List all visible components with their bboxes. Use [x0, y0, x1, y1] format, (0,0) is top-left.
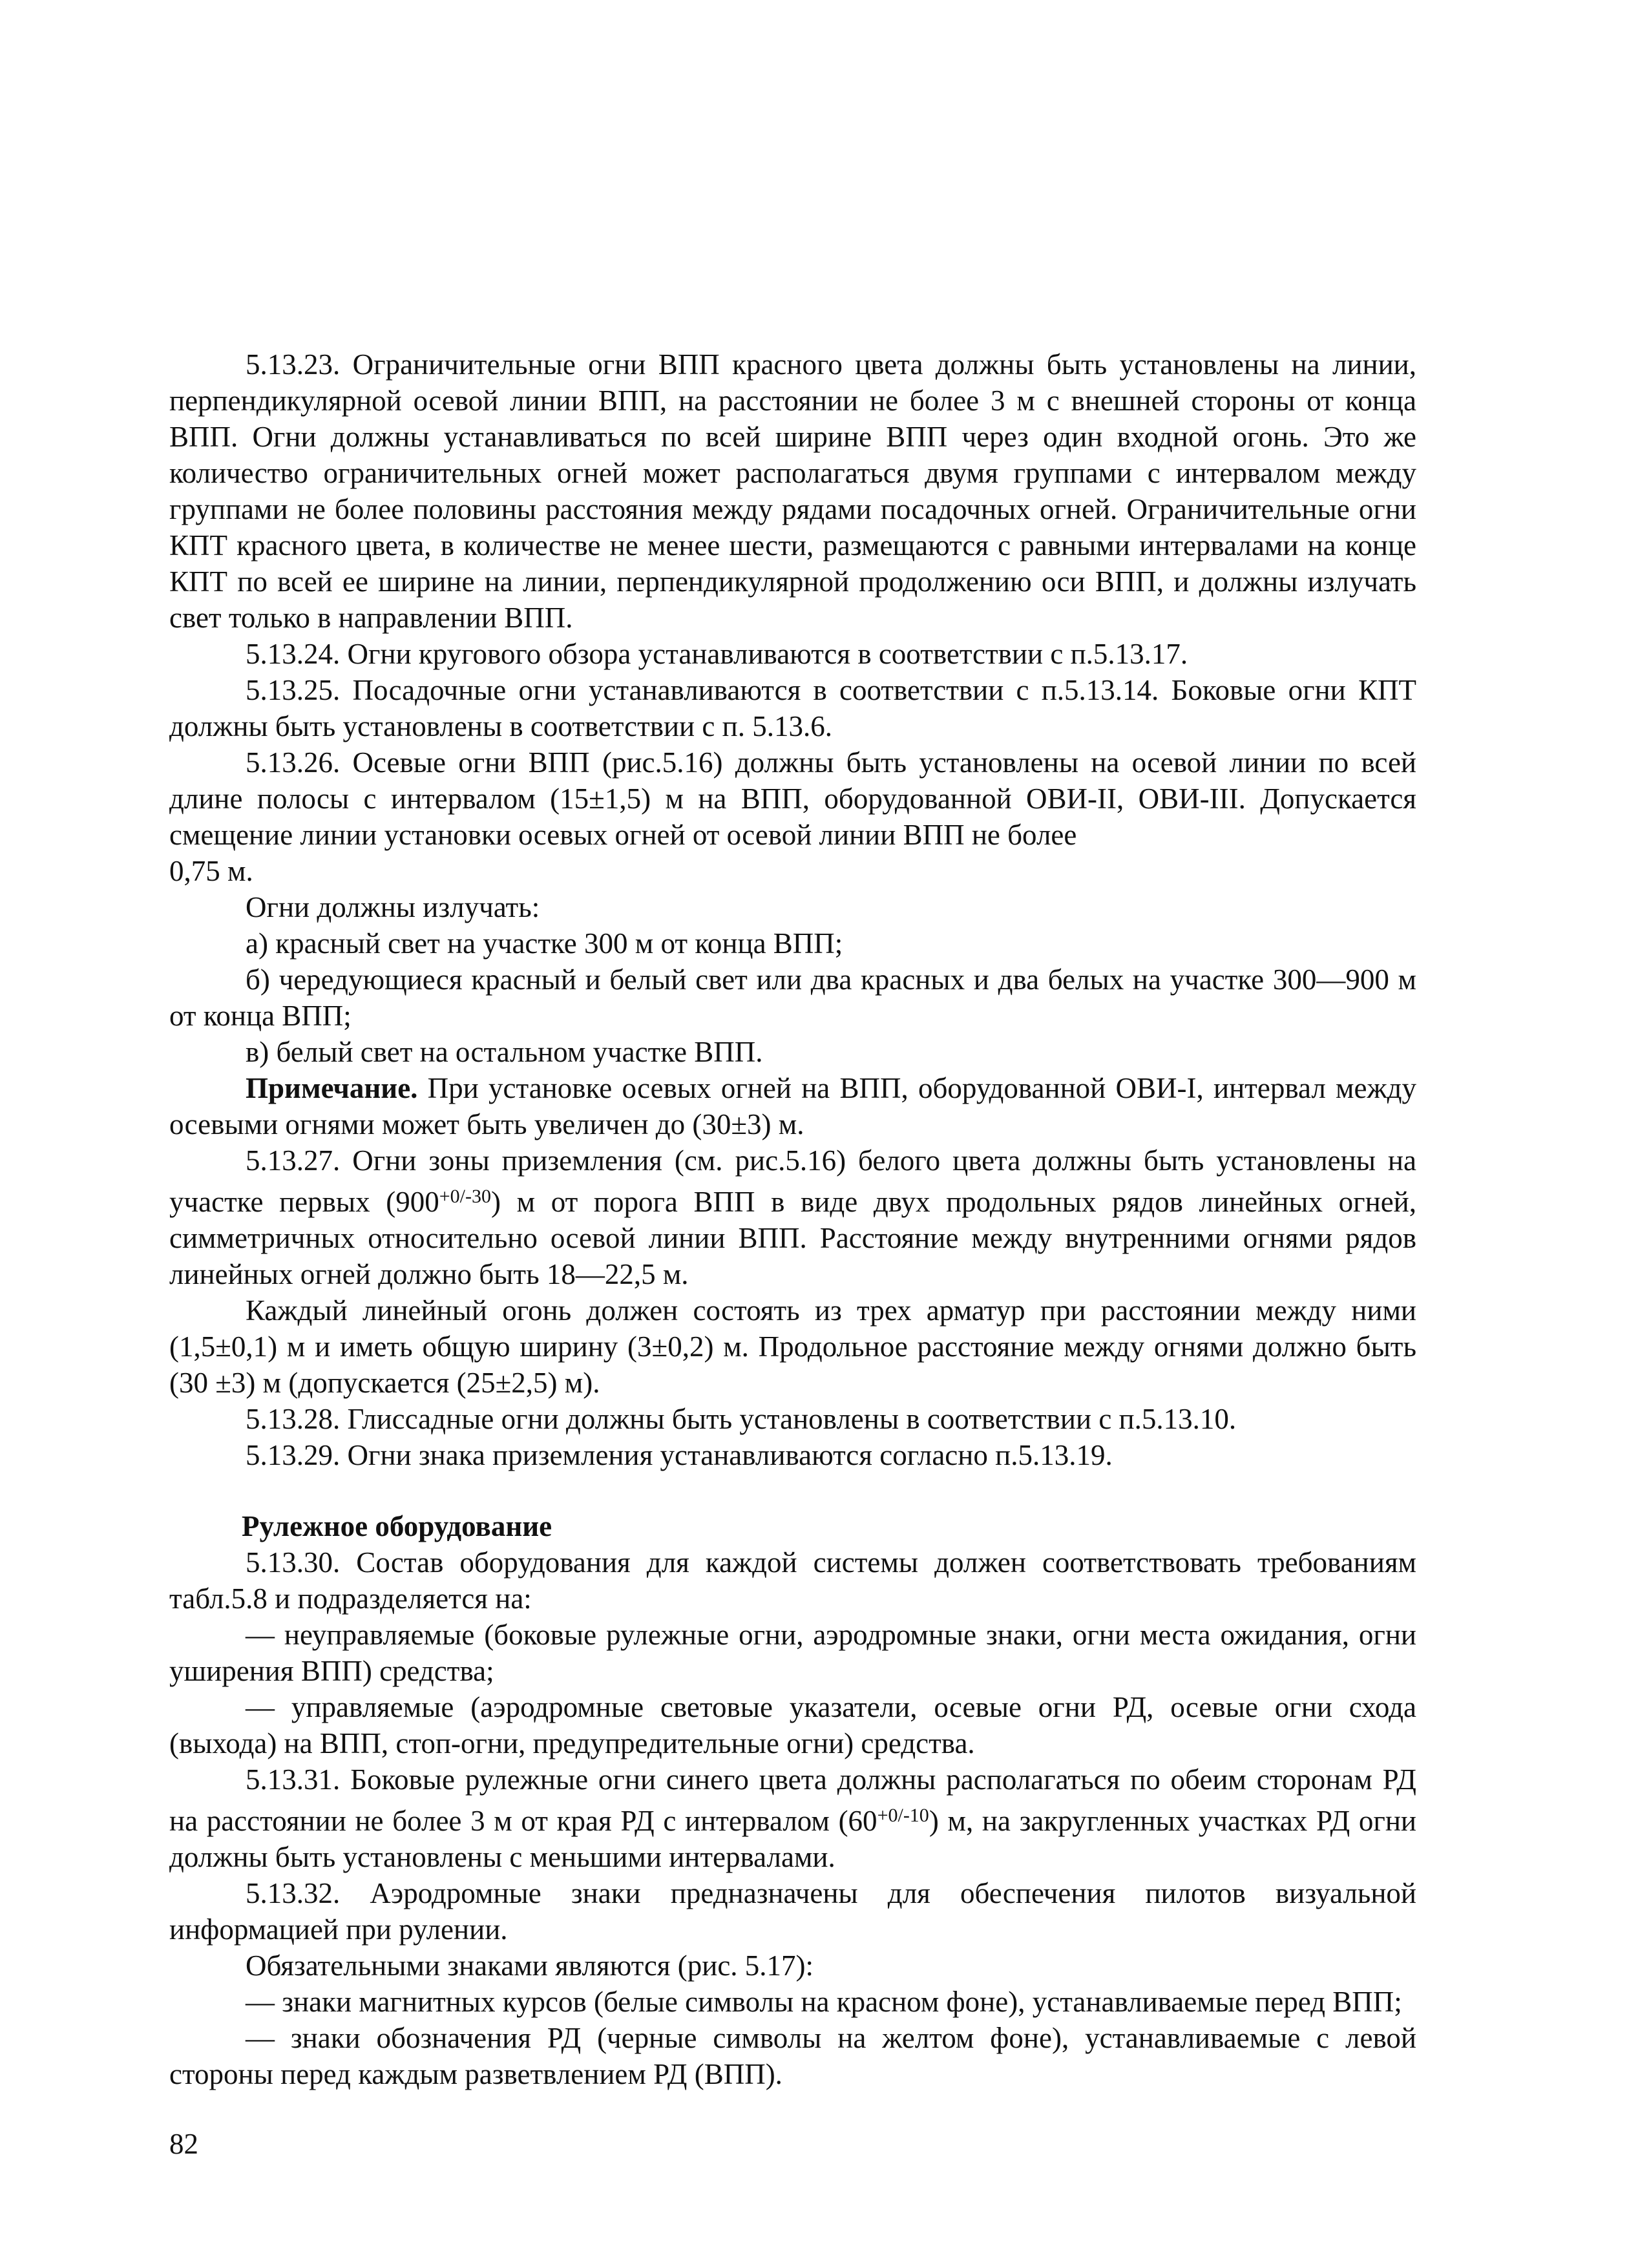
- list-item-b: б) чередующиеся красный и белый свет или два красных и два белых на участке 300—900 м от конца ВПП;: [169, 963, 1416, 1032]
- paragraph-5-13-27: [169, 1142, 1416, 1292]
- paragraph-5-13-31-part-b: ) м, на закругленных участках РД огни должны быть установлены с меньшими интервалами.: [169, 1805, 1416, 1873]
- paragraph-5-13-31-part-a: 5.13.31. Боковые рулежные огни синего цвета должны располагаться по обеим сторонам РД на расстоянии не более 3 м от края РД с интервалом (60: [169, 1763, 1416, 1837]
- note-paragraph: [169, 1070, 1416, 1142]
- paragraph-5-13-27-part-b: ) м от порога ВПП в виде двух продольных рядов линейных огней, симметричных относительно осевой линии ВПП. Расстояние между внутренними огнями рядов линейных огней должно быть 18—22,5 м.: [169, 1186, 1416, 1290]
- paragraph-5-13-31: [169, 1761, 1416, 1875]
- paragraph-5-13-25: 5.13.25. Посадочные огни устанавливаются в соответствии с п.5.13.14. Боковые огни КПТ должны быть установлены в соответствии с п. 5.13.6.: [169, 674, 1416, 742]
- paragraph-5-13-28: 5.13.28. Глиссадные огни должны быть установлены в соответствии с п.5.13.10.: [246, 1403, 1237, 1435]
- page-body: [169, 346, 1416, 2092]
- paragraph-5-13-26-end: 0,75 м.: [169, 855, 253, 887]
- paragraph-5-13-32: 5.13.32. Аэродромные знаки предназначены для обеспечения пилотов визуальной информацией при рулении.: [169, 1877, 1416, 1946]
- paragraph-5-13-23: 5.13.23. Ограничительные огни ВПП красного цвета должны быть установлены на линии, перпендикулярной осевой линии ВПП, на расстоянии не более 3 м с внешней стороны от конца ВПП. Огни должны устанавливаться по всей ширине ВПП через один входной огонь. Это же количество ограничительных огней может располагаться двумя группами с интервалом между группами не более половины расстояния между рядами посадочных огней. Ограничительные огни КПТ красного цвета, в количестве не менее шести, размещаются с равными интервалами на конце КПТ по всей ее ширине на линии, перпендикулярной продолжению оси ВПП, и должны излучать свет только в направлении ВПП.: [169, 348, 1416, 634]
- paragraph-lights-emit: Огни должны излучать:: [246, 891, 540, 923]
- paragraph-5-13-30: 5.13.30. Состав оборудования для каждой системы должен соответствовать требованиям табл.5.8 и подразделяется на:: [169, 1546, 1416, 1615]
- list-item-taxiway-signs: — знаки обозначения РД (черные символы на желтом фоне), устанавливаемые с левой стороны перед каждым разветвлением РД (ВПП).: [169, 2022, 1416, 2090]
- paragraph-5-13-29: 5.13.29. Огни знака приземления устанавливаются согласно п.5.13.19.: [246, 1439, 1113, 1471]
- paragraph-5-13-27-part-a: 5.13.27. Огни зоны приземления (см. рис.5.16) белого цвета должны быть установлены на участке первых (900: [169, 1144, 1416, 1218]
- page-number: 82: [169, 2128, 198, 2160]
- list-item-c: в) белый свет на остальном участке ВПП.: [246, 1036, 763, 1068]
- list-item-controlled: — управляемые (аэродромные световые указатели, осевые огни РД, осевые огни схода (выхода) на ВПП, стоп-огни, предупредительные огни) средства.: [169, 1691, 1416, 1759]
- list-item-a: а) красный свет на участке 300 м от конца ВПП;: [246, 927, 843, 960]
- paragraph-linear-light: Каждый линейный огонь должен состоять из трех арматур при расстоянии между ними (1,5±0,1) м и иметь общую ширину (3±0,2) м. Продольное расстояние между огнями должно быть (30 ±3) м (допускается (25±2,5) м).: [169, 1294, 1416, 1399]
- paragraph-mandatory-signs: Обязательными знаками являются (рис. 5.17):: [246, 1949, 814, 1982]
- paragraph-5-13-26: 5.13.26. Осевые огни ВПП (рис.5.16) должны быть установлены на осевой линии по всей длине полосы с интервалом (15±1,5) м на ВПП, оборудованной ОВИ-II, ОВИ-III. Допускается смещение линии установки осевых огней от осевой линии ВПП не более: [169, 746, 1416, 851]
- note-label: Примечание.: [246, 1072, 418, 1104]
- tolerance-superscript: +0/-10: [877, 1805, 929, 1826]
- tolerance-superscript: +0/-30: [439, 1186, 491, 1207]
- section-heading: Рулежное оборудование: [242, 1510, 552, 1542]
- list-item-magnetic-course-signs: — знаки магнитных курсов (белые символы на красном фоне), устанавливаемые перед ВПП;: [246, 1986, 1402, 2018]
- list-item-uncontrolled: — неуправляемые (боковые рулежные огни, аэродромные знаки, огни места ожидания, огни уширения ВПП) средства;: [169, 1619, 1416, 1687]
- note-text: При установке осевых огней на ВПП, оборудованной ОВИ-I, интервал между осевыми огнями может быть увеличен до (30±3) м.: [169, 1072, 1416, 1140]
- paragraph-5-13-24: 5.13.24. Огни кругового обзора устанавливаются в соответствии с п.5.13.17.: [246, 638, 1188, 670]
